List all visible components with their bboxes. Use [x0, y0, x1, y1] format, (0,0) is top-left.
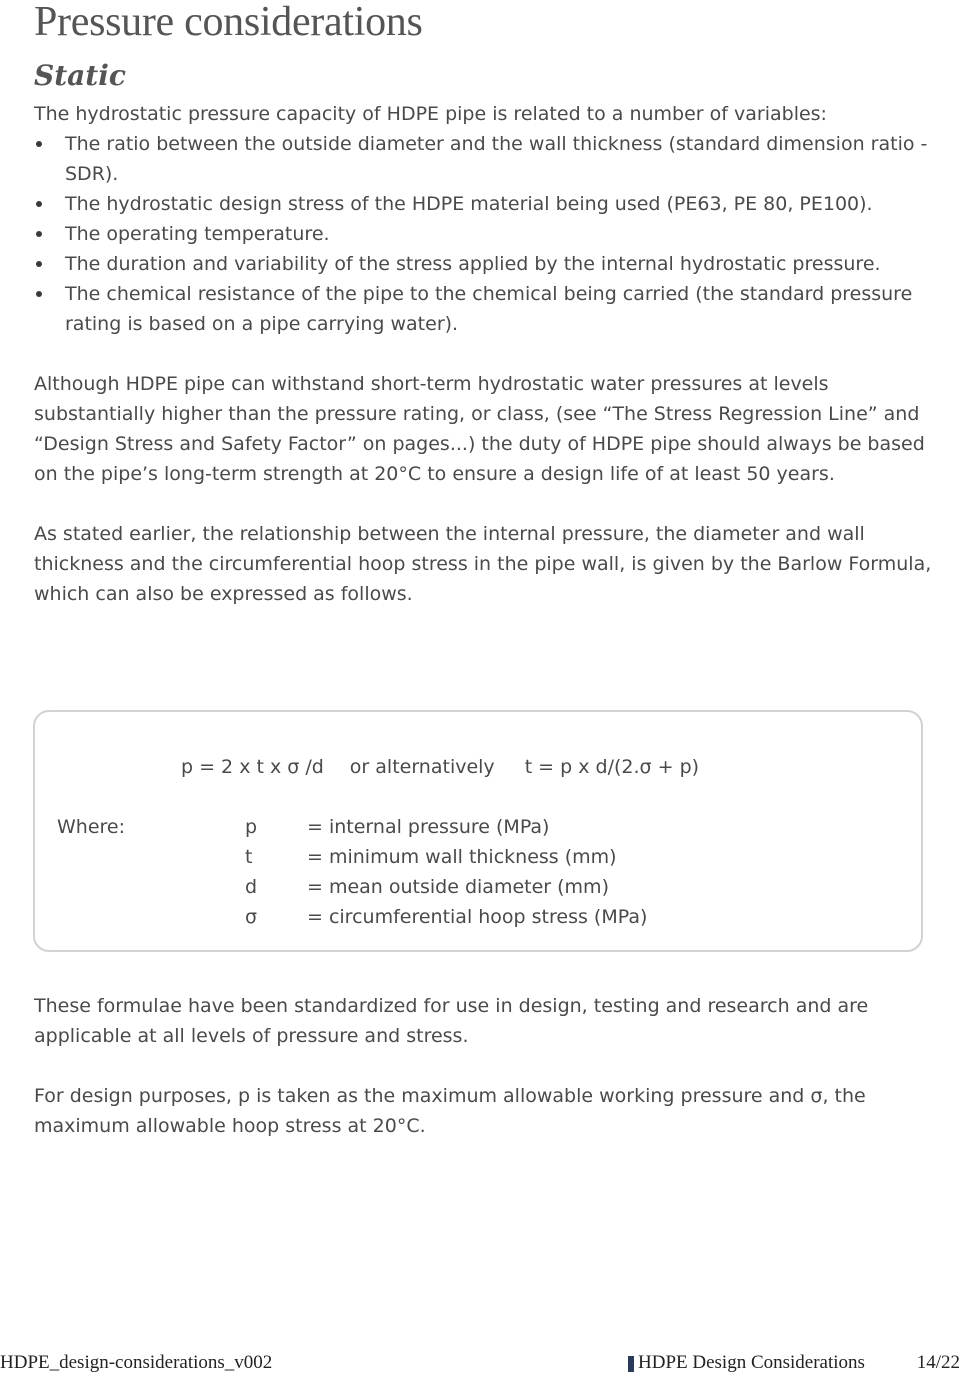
list-item: The ratio between the outside diameter and the wall thickness (standard dimension ratio - SDR). — [34, 129, 934, 189]
paragraph-design-purposes: For design purposes, p is taken as the maximum allowable working pressure and σ, the maximum allowable hoop stress at 20°C. — [34, 1085, 866, 1137]
variable-row — [245, 876, 609, 898]
barlow-formula — [181, 756, 699, 778]
list-item: The duration and variability of the stress applied by the internal hydrostatic pressure. — [34, 249, 934, 279]
variable-symbol: p — [245, 816, 258, 838]
variable-definition: = minimum wall thickness (mm) — [307, 846, 617, 868]
variables-list — [34, 129, 934, 339]
formula-alternative: t = p x d/(2.σ + p) — [524, 756, 700, 778]
formula-primary: p = 2 x t x σ /d — [181, 756, 324, 778]
list-item: The operating temperature. — [34, 219, 934, 249]
list-item: The hydrostatic design stress of the HDPE material being used (PE63, PE 80, PE100). — [34, 189, 934, 219]
formula-connector: or alternatively — [349, 756, 495, 778]
variable-symbol: σ — [245, 906, 258, 928]
where-label: Where: — [57, 816, 126, 838]
page-title: Pressure considerations — [34, 0, 423, 45]
page-number: 14/22 — [916, 1352, 960, 1373]
main-content — [34, 99, 934, 609]
closing-content — [34, 991, 934, 1141]
section-subtitle: Static — [34, 59, 126, 92]
paragraph-barlow-intro: As stated earlier, the relationship between the internal pressure, the diameter and wall thickness and the circumferential hoop stress in the pipe wall, is given by the Barlow Formula, which can also be expressed as follows. — [34, 523, 932, 605]
list-item: The chemical resistance of the pipe to the chemical being carried (the standard pressure rating is based on a pipe carrying water). — [34, 279, 934, 339]
variable-row — [245, 846, 617, 868]
variable-symbol: t — [245, 846, 253, 868]
variable-definition: = internal pressure (MPa) — [307, 816, 550, 838]
paragraph-formulae-standardized: These formulae have been standardized for use in design, testing and research and are applicable at all levels of pressure and stress. — [34, 995, 869, 1047]
variable-row — [245, 906, 647, 928]
variable-definition: = circumferential hoop stress (MPa) — [307, 906, 648, 928]
paragraph-short-term-pressure: Although HDPE pipe can withstand short-term hydrostatic water pressures at levels substantially higher than the pressure rating, or class, (see “The Stress Regression Line” and “Design Stress and Safety Factor” on pages...) the duty of HDPE pipe should always be based on the pipe’s long-term strength at 20°C to ensure a design life of at least 50 years. — [34, 373, 925, 485]
variable-definition: = mean outside diameter (mm) — [307, 876, 609, 898]
intro-text: The hydrostatic pressure capacity of HDPE pipe is related to a number of variables: — [34, 103, 827, 125]
footer-document-id: HDPE_design-considerations_v002 — [0, 1352, 273, 1373]
footer-marker-icon — [628, 1356, 634, 1372]
formula-box — [33, 710, 923, 952]
page-footer — [0, 1352, 960, 1377]
variable-row — [245, 816, 549, 838]
variable-symbol: d — [245, 876, 258, 898]
footer-document-title: HDPE Design Considerations — [638, 1352, 865, 1373]
